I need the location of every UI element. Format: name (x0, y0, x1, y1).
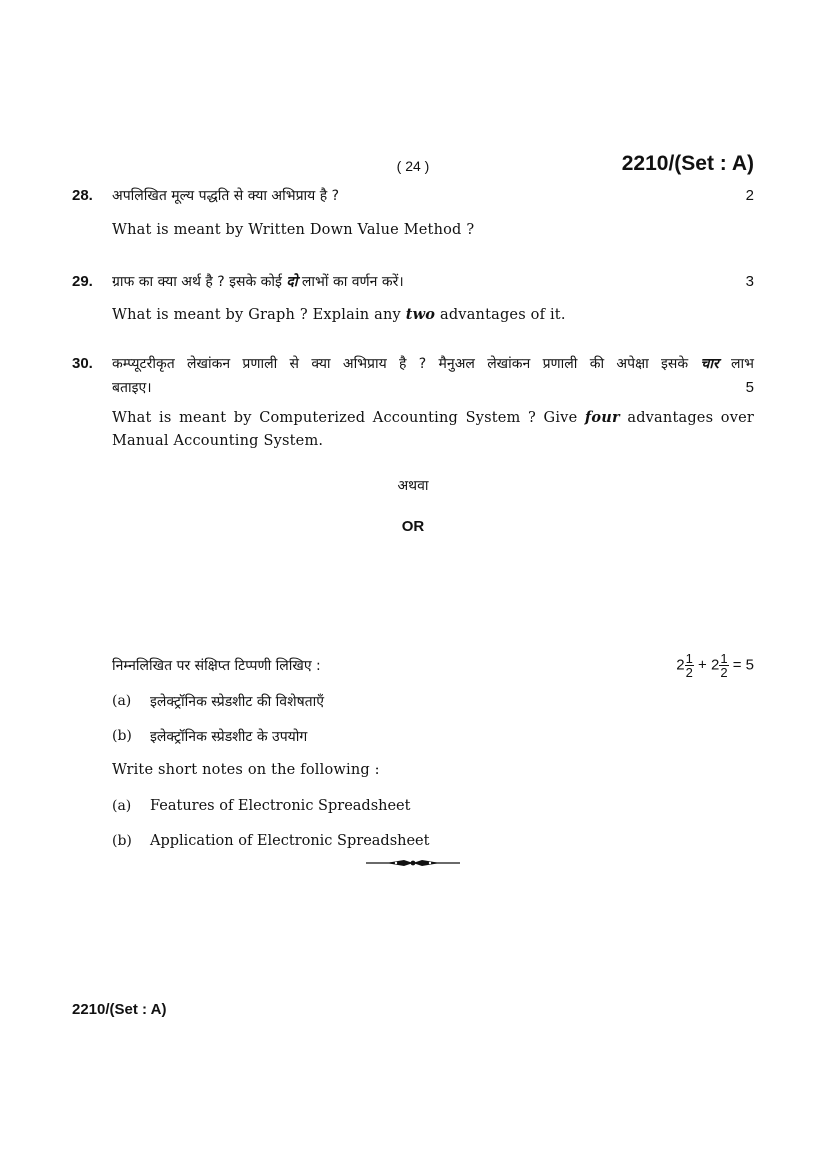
question-28-number: 28. (72, 187, 93, 204)
question-30-marks: 5 (745, 379, 754, 396)
question-30-hindi-emphasis: चार (700, 356, 719, 372)
question-29-marks: 3 (745, 273, 754, 290)
question-29-english (112, 306, 566, 323)
fraction-denominator: 2 (685, 665, 693, 680)
english-item-a-label: (a) (112, 798, 132, 814)
question-30-english (112, 409, 754, 426)
paper-code-footer: 2210/(Set : A) (72, 1001, 167, 1018)
marks-plus: + (698, 656, 707, 674)
end-ornament-icon (366, 857, 460, 869)
question-29-hindi-text: ग्राफ का क्या अर्थ है ? इसके कोई (112, 274, 287, 290)
hindi-item-a-label: (a) (112, 693, 132, 709)
fraction-numerator: 1 (685, 651, 693, 666)
alternative-english-instruction: Write short notes on the following : (112, 762, 380, 778)
hindi-item-b-text: इलेक्ट्रॉनिक स्प्रेडशीट के उपयोग (150, 729, 308, 745)
question-29-hindi-text-end: लाभों का वर्णन करें। (297, 274, 404, 290)
question-30-hindi-line2: बताइए। (112, 380, 152, 396)
question-30-english-emphasis: four (584, 409, 620, 426)
marks-whole-1: 2 (676, 656, 685, 674)
or-hindi: अथवा (397, 478, 429, 494)
question-30-english-line2: Manual Accounting System. (112, 433, 324, 449)
question-29-english-text-end: advantages of it. (435, 307, 566, 323)
question-30-english-text: What is meant by Computerized Accounting System ? Give (112, 410, 585, 426)
marks-total: = 5 (732, 656, 754, 674)
question-30-hindi-text: कम्प्यूटरीकृत लेखांकन प्रणाली से क्या अभिप्राय है ? मैनुअल लेखांकन प्रणाली की अपेक्षा इसके (112, 356, 701, 372)
question-30-number: 30. (72, 355, 93, 372)
alternative-marks (676, 652, 754, 679)
question-29-english-text: What is meant by Graph ? Explain any (112, 307, 406, 323)
marks-whole-2: 2 (710, 656, 720, 674)
english-item-b-label: (b) (112, 833, 132, 849)
paper-code-header: 2210/(Set : A) (621, 152, 754, 175)
question-28-english: What is meant by Written Down Value Method ? (112, 222, 475, 238)
alternative-hindi-instruction: निम्नलिखित पर संक्षिप्त टिप्पणी लिखिए : (112, 658, 321, 674)
fraction-numerator: 1 (720, 651, 728, 666)
or-english: OR (401, 518, 425, 535)
question-30-english-text-end: advantages over (619, 410, 755, 426)
question-29-hindi-emphasis: दो (286, 274, 298, 290)
marks-fraction-1 (685, 652, 694, 679)
english-item-b-text: Application of Electronic Spreadsheet (150, 833, 430, 849)
question-28-hindi: अपलिखित मूल्य पद्धति से क्या अभिप्राय है ? (112, 188, 340, 204)
question-29-number: 29. (72, 273, 93, 290)
question-30-hindi-text-end: लाभ (718, 356, 754, 372)
question-29-english-emphasis: two (405, 306, 436, 323)
hindi-item-b-label: (b) (112, 728, 132, 744)
question-29-hindi (112, 272, 404, 291)
hindi-item-a-text: इलेक्ट्रॉनिक स्प्रेडशीट की विशेषताएँ (150, 694, 325, 710)
english-item-a-text: Features of Electronic Spreadsheet (150, 798, 411, 814)
question-30-hindi (112, 354, 754, 373)
page-number: ( 24 ) (396, 158, 430, 174)
marks-fraction-2 (719, 652, 728, 679)
fraction-denominator: 2 (720, 665, 728, 680)
question-28-marks: 2 (745, 187, 754, 204)
